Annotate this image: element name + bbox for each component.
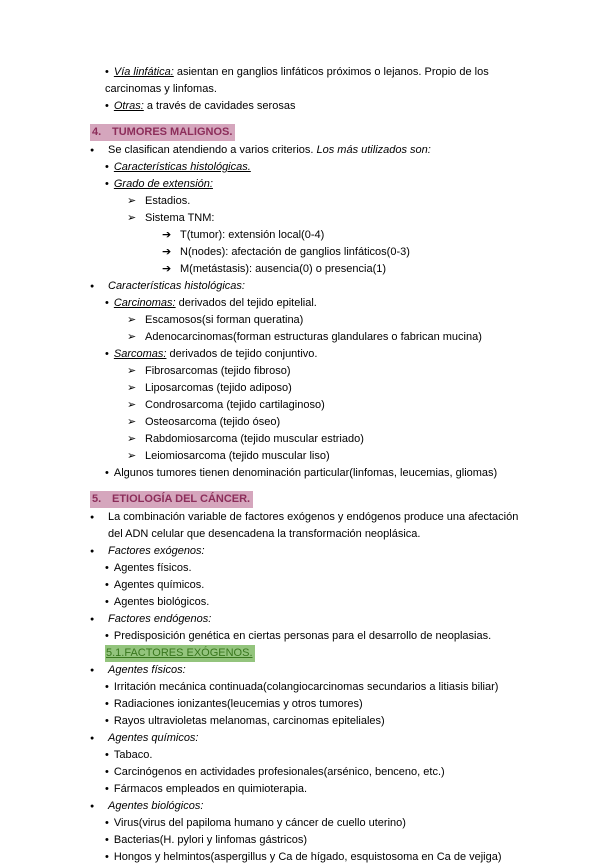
text-segment: Tabaco. (113, 749, 153, 761)
list-item (90, 64, 532, 98)
section-number: 5. (92, 493, 102, 505)
arrowhead-bullet-icon: ➢ (127, 416, 137, 428)
dot-bullet-icon: • (105, 817, 109, 829)
list-item-text (145, 380, 292, 397)
list-item-text (180, 227, 324, 244)
list-item (90, 227, 532, 244)
text-segment: a través de cavidades serosas (143, 100, 296, 112)
disc-bullet-icon: ● (90, 803, 95, 810)
section-heading-highlight (90, 124, 235, 141)
list-item (90, 798, 532, 815)
text-segment: Osteosarcoma (tejido óseo) (145, 416, 281, 428)
list-item-text (108, 611, 532, 628)
list-item-text (145, 431, 364, 448)
dot-bullet-icon: • (105, 783, 109, 795)
text-segment: Condrosarcoma (tejido cartilaginoso) (145, 399, 325, 411)
text-segment: T(tumor): extensión local(0-4) (180, 229, 325, 241)
text-segment: Predisposición genética en ciertas personas para el desarrollo de neoplasias. (113, 630, 492, 642)
text-segment: Agentes físicos: (108, 664, 186, 676)
text-segment: Factores endógenos: (108, 613, 212, 625)
dot-bullet-icon: • (105, 348, 109, 360)
dot-bullet-icon: • (105, 467, 109, 479)
list-item-text (145, 448, 330, 465)
text-segment: La combinación variable de factores exógenos y endógenos produce una afectación del ADN celular que desencadena la transformación neoplásica. (108, 511, 519, 540)
list-item (90, 329, 532, 346)
text-segment: Agentes biológicos. (113, 596, 210, 608)
list-item (90, 176, 532, 193)
dot-bullet-icon: • (105, 596, 109, 608)
list-item-text (108, 278, 532, 295)
arrow-bullet-icon: ➔ (162, 229, 172, 241)
text-segment: Algunos tumores tienen denominación particular(linfomas, leucemias, gliomas) (113, 467, 498, 479)
text-segment: Hongos y helmintos(aspergillus y Ca de hígado, esquistosoma en Ca de vejiga) (113, 851, 502, 863)
list-item (90, 577, 532, 594)
dot-bullet-icon: • (105, 562, 109, 574)
text-segment: Escamosos(si forman queratina) (145, 314, 304, 326)
arrowhead-bullet-icon: ➢ (127, 195, 137, 207)
arrow-bullet-icon: ➔ (162, 246, 172, 258)
text-segment: M(metástasis): ausencia(0) o presencia(1) (180, 263, 387, 275)
text-segment: Características histológicas. (113, 161, 251, 173)
text-segment: Bacterias(H. pylori y linfomas gástricos) (113, 834, 308, 846)
list-item (90, 431, 532, 448)
disc-bullet-icon: ● (90, 616, 95, 623)
list-item (90, 679, 532, 696)
list-item (90, 414, 532, 431)
text-segment: Vía linfática: (113, 66, 174, 78)
list-item (90, 142, 532, 159)
list-item (90, 849, 532, 866)
dot-bullet-icon: • (105, 766, 109, 778)
list-item (90, 397, 532, 414)
list-item (90, 98, 532, 115)
dot-bullet-icon: • (105, 749, 109, 761)
list-item (90, 295, 532, 312)
text-segment: Agentes químicos. (113, 579, 205, 591)
list-item (90, 210, 532, 227)
disc-bullet-icon: ● (90, 667, 95, 674)
section-heading-highlight (90, 491, 253, 508)
dot-bullet-icon: • (105, 161, 109, 173)
list-item (90, 611, 532, 628)
arrowhead-bullet-icon: ➢ (127, 331, 137, 343)
text-segment: Adenocarcinomas(forman estructuras glandulares o fabrican mucina) (145, 331, 482, 343)
list-item (90, 159, 532, 176)
text-segment: Radiaciones ionizantes(leucemias y otros tumores) (113, 698, 363, 710)
list-item (90, 781, 532, 798)
list-item-text (108, 662, 532, 679)
text-segment: derivados de tejido conjuntivo. (166, 348, 318, 360)
text-segment: Estadios. (145, 195, 191, 207)
arrowhead-bullet-icon: ➢ (127, 433, 137, 445)
list-item-text (145, 312, 303, 329)
list-item-text (180, 261, 386, 278)
list-item (90, 380, 532, 397)
list-item (90, 465, 532, 482)
list-item (90, 628, 532, 645)
disc-bullet-icon: ● (90, 548, 95, 555)
text-segment: derivados del tejido epitelial. (175, 297, 317, 309)
list-item (90, 312, 532, 329)
text-segment: N(nodes): afectación de ganglios linfáticos(0-3) (180, 246, 410, 258)
text-segment: Fibrosarcomas (tejido fibroso) (145, 365, 291, 377)
list-item (90, 747, 532, 764)
text-segment: Se clasifican atendiendo a varios criterios. (108, 144, 317, 156)
text-segment: Leiomiosarcoma (tejido muscular liso) (145, 450, 330, 462)
section-heading (90, 124, 532, 141)
disc-bullet-icon: ● (90, 514, 95, 521)
list-item-text (108, 509, 532, 543)
section-heading (90, 491, 532, 508)
text-segment: Características histológicas: (108, 280, 245, 292)
disc-bullet-icon: ● (90, 147, 95, 154)
arrowhead-bullet-icon: ➢ (127, 399, 137, 411)
text-segment: Carcinógenos en actividades profesionales(arsénico, benceno, etc.) (113, 766, 445, 778)
dot-bullet-icon: • (105, 698, 109, 710)
text-segment: Rayos ultravioletas melanomas, carcinomas epiteliales) (113, 715, 385, 727)
arrowhead-bullet-icon: ➢ (127, 314, 137, 326)
list-item-text (108, 730, 532, 747)
list-item-text (145, 397, 325, 414)
text-segment: Grado de extensión: (113, 178, 213, 190)
text-segment: Otras: (113, 100, 144, 112)
list-item-text (108, 142, 532, 159)
dot-bullet-icon: • (105, 579, 109, 591)
subsection-title: 5.1.FACTORES EXÓGENOS. (105, 645, 255, 662)
list-item (90, 363, 532, 380)
text-segment: Agentes biológicos: (108, 800, 204, 812)
dot-bullet-icon: • (105, 100, 109, 112)
text-segment: Sarcomas: (113, 348, 167, 360)
list-item-text (108, 798, 532, 815)
list-item (90, 261, 532, 278)
text-segment: Virus(virus del papiloma humano y cáncer de cuello uterino) (113, 817, 406, 829)
arrowhead-bullet-icon: ➢ (127, 450, 137, 462)
dot-bullet-icon: • (105, 834, 109, 846)
list-item (90, 713, 532, 730)
list-item (90, 278, 532, 295)
list-item-text (145, 329, 482, 346)
text-segment: Sistema TNM: (145, 212, 215, 224)
list-item (90, 448, 532, 465)
list-item (90, 594, 532, 611)
text-segment: Irritación mecánica continuada(colangiocarcinomas secundarios a litiasis biliar) (113, 681, 499, 693)
dot-bullet-icon: • (105, 630, 109, 642)
list-item (90, 832, 532, 849)
list-item (90, 560, 532, 577)
list-item-text (145, 363, 291, 380)
subsection-heading (90, 645, 532, 662)
arrow-bullet-icon: ➔ (162, 263, 172, 275)
section-number: 4. (92, 126, 102, 138)
list-item (90, 815, 532, 832)
text-segment: Liposarcomas (tejido adiposo) (145, 382, 292, 394)
disc-bullet-icon: ● (90, 283, 95, 290)
dot-bullet-icon: • (105, 715, 109, 727)
text-segment: Agentes químicos: (108, 732, 199, 744)
text-segment: Factores exógenos: (108, 545, 205, 557)
section-title: ETIOLOGÍA DEL CÁNCER. (112, 493, 251, 505)
list-item-text (108, 543, 532, 560)
text-segment: Fármacos empleados en quimioterapia. (113, 783, 308, 795)
list-item (90, 244, 532, 261)
arrowhead-bullet-icon: ➢ (127, 212, 137, 224)
disc-bullet-icon: ● (90, 735, 95, 742)
list-item (90, 696, 532, 713)
section-title: TUMORES MALIGNOS. (112, 126, 233, 138)
list-item (90, 346, 532, 363)
list-item (90, 543, 532, 560)
list-item (90, 730, 532, 747)
list-item-text (145, 193, 190, 210)
list-item (90, 764, 532, 781)
dot-bullet-icon: • (105, 681, 109, 693)
dot-bullet-icon: • (105, 178, 109, 190)
dot-bullet-icon: • (105, 297, 109, 309)
dot-bullet-icon: • (105, 66, 109, 78)
list-item-text (180, 244, 410, 261)
text-segment: Los más utilizados son: (316, 144, 431, 156)
text-segment: Agentes físicos. (113, 562, 192, 574)
text-segment: Carcinomas: (113, 297, 176, 309)
dot-bullet-icon: • (105, 851, 109, 863)
list-item (90, 662, 532, 679)
list-item-text (145, 210, 214, 227)
arrowhead-bullet-icon: ➢ (127, 365, 137, 377)
text-segment: asientan en ganglios linfáticos próximos o lejanos. Propio de los carcinomas y linfomas. (105, 66, 489, 95)
text-segment: Rabdomiosarcoma (tejido muscular estriado) (145, 433, 364, 445)
list-item (90, 193, 532, 210)
list-item-text (145, 414, 280, 431)
arrowhead-bullet-icon: ➢ (127, 382, 137, 394)
list-item (90, 509, 532, 543)
